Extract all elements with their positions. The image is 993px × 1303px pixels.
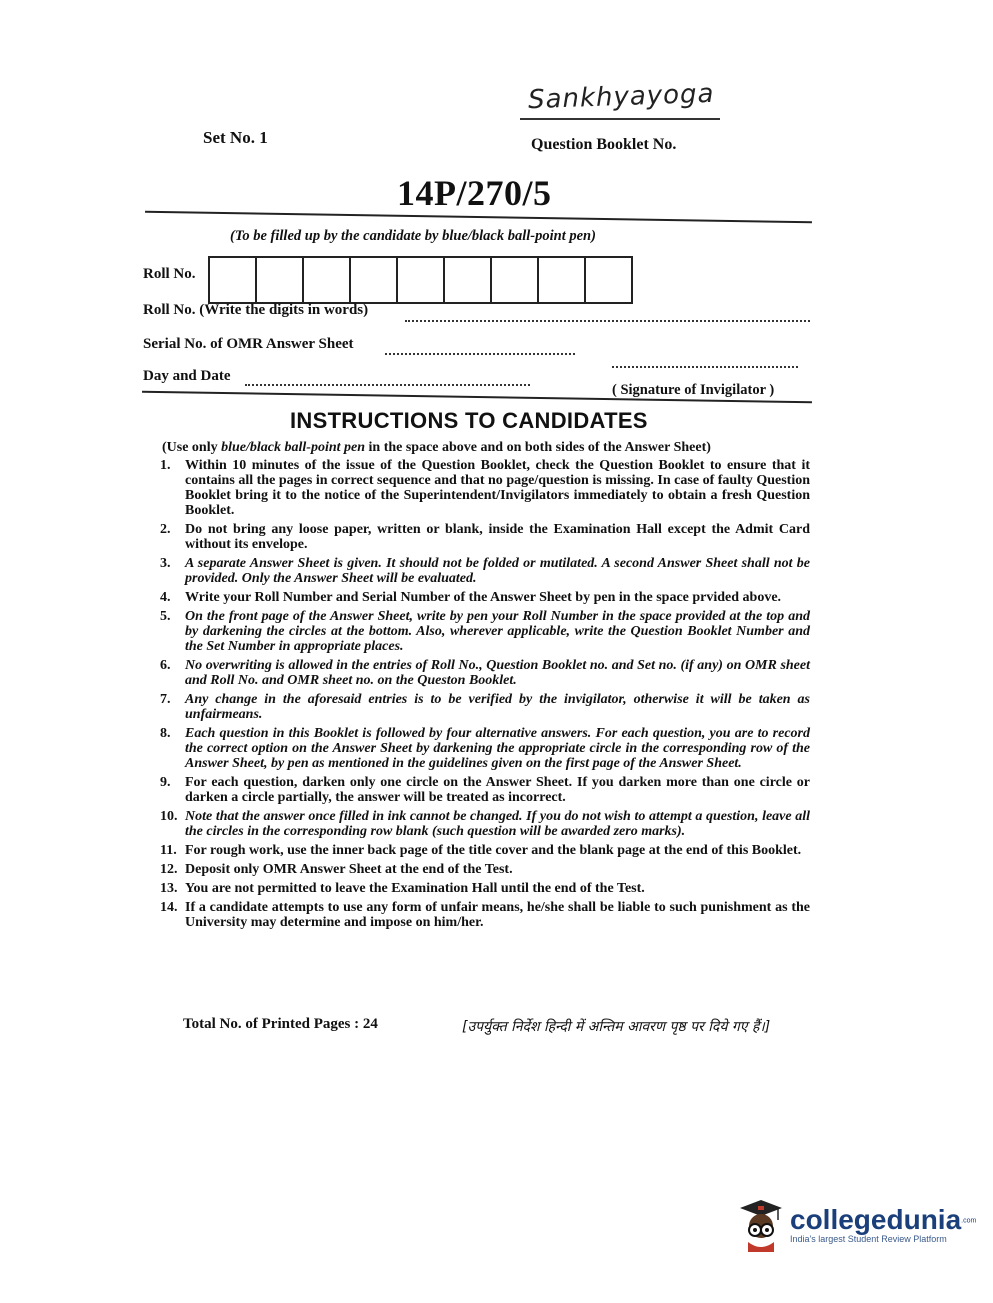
item-number: 12. [160,862,178,877]
roll-digit-box[interactable] [396,256,445,304]
item-number: 6. [160,658,171,673]
roll-digit-box[interactable] [490,256,539,304]
invigilator-signature-label: ( Signature of Invigilator ) [612,382,775,398]
list-item [160,726,810,771]
item-number: 1. [160,458,171,473]
list-item [160,881,810,896]
roll-digit-box[interactable] [255,256,304,304]
list-item [160,458,810,518]
day-date-label: Day and Date [143,368,231,384]
item-text: Each question in this Booklet is followed by four alternative answers. For each question, you are to record the correct option on the Answer Sheet by darkening the appropriate circle in the corresponding row of the Answer Sheet, by pen as mentioned in the guidelines given on the first page of the Answer Sheet. [185,726,810,771]
student-mascot-icon [738,1196,784,1252]
list-item [160,809,810,839]
item-number: 4. [160,590,171,605]
pen-instruction [162,440,812,456]
list-item [160,843,810,858]
item-number: 10. [160,809,178,824]
instructions-title: INSTRUCTIONS TO CANDIDATES [290,408,648,433]
item-text: Write your Roll Number and Serial Number of the Answer Sheet by pen in the space prvided above. [185,590,782,605]
item-text: Within 10 minutes of the issue of the Question Booklet, check the Question Booklet to ensure that it contains all the pages in correct sequence and that no page/question is missing. In case of faulty Question Booklet bring it to the notice of the Superintendent/Invigilators immediately to obtain a fresh Question Booklet. [185,458,810,518]
list-item [160,609,810,654]
roll-words-label: Roll No. (Write the digits in words) [143,302,369,318]
roll-no-label: Roll No. [143,266,196,282]
list-item [160,522,810,552]
brand-tagline: India's largest Student Review Platform [790,1234,947,1244]
fill-note: (To be filled up by the candidate by blue/black ball-point pen) [230,228,596,244]
item-text: Do not bring any loose paper, written or blank, inside the Examination Hall except the Admit Card without its envelope. [185,522,810,552]
item-text: Any change in the aforesaid entries is to be verified by the invigilator, otherwise it will be taken as unfairmeans. [185,692,810,722]
set-number: Set No. 1 [203,128,268,147]
item-text: Deposit only OMR Answer Sheet at the end of the Test. [185,862,513,877]
list-item [160,658,810,688]
instruction-list [160,458,810,934]
roll-digit-box[interactable] [208,256,257,304]
item-number: 5. [160,609,171,624]
invigilator-signature-field[interactable] [612,366,798,368]
total-pages: Total No. of Printed Pages : 24 [183,1016,378,1032]
item-text: A separate Answer Sheet is given. It should not be folded or mutilated. A second Answer Sheet shall not be provided. Only the Answer Sheet will be evaluated. [185,556,810,586]
list-item [160,692,810,722]
roll-digit-box[interactable] [537,256,586,304]
handwritten-signature: Sankhyayoga [527,78,715,116]
pen-instruction-b: blue/black ball-point pen [221,440,366,455]
list-item [160,775,810,805]
item-number: 14. [160,900,178,915]
item-number: 9. [160,775,171,790]
item-text: If a candidate attempts to use any form of unfair means, he/she shall be liable to such punishment as the University may determine and impose on him/her. [185,900,810,930]
question-booklet-label: Question Booklet No. [531,136,677,153]
item-text: No overwriting is allowed in the entries of Roll No., Question Booklet no. and Set no. (if any) on OMR sheet and Roll No. and OMR sheet no. on the Queston Booklet. [185,658,810,688]
item-number: 11. [160,843,177,858]
list-item [160,900,810,930]
brand-name: collegedunia [790,1204,962,1235]
day-date-field[interactable] [245,384,530,386]
list-item [160,556,810,586]
omr-serial-field[interactable] [385,353,575,355]
roll-digit-box[interactable] [349,256,398,304]
collegedunia-logo [738,1196,976,1252]
item-number: 2. [160,522,171,537]
item-number: 13. [160,881,178,896]
list-item [160,590,810,605]
item-text: For each question, darken only one circle on the Answer Sheet. If you darken more than one circle or darken a circle partially, the answer will be treated as incorrect. [185,775,810,805]
signature-underline [520,118,720,120]
item-text: For rough work, use the inner back page of the title cover and the blank page at the end of this Booklet. [185,843,802,858]
list-item [160,862,810,877]
roll-digit-box[interactable] [584,256,633,304]
item-number: 7. [160,692,171,707]
hindi-note: [उपर्युक्त निर्देश हिन्दी में अन्तिम आवरण पृष्ठ पर दिये गए हैं।] [462,1019,771,1035]
paper-code: 14P/270/5 [397,173,552,213]
item-number: 8. [160,726,171,741]
pen-instruction-a: (Use only [162,440,222,455]
roll-no-boxes[interactable] [210,256,633,304]
roll-digit-box[interactable] [302,256,351,304]
roll-digit-box[interactable] [443,256,492,304]
omr-serial-label: Serial No. of OMR Answer Sheet [143,336,354,352]
item-text: On the front page of the Answer Sheet, write by pen your Roll Number in the space provided at the top and by darkening the circles at the bottom. Also, wherever applicable, write the Question Booklet Number and the Set Number in appropriate places. [185,609,810,654]
pen-instruction-c: in the space above and on both sides of the Answer Sheet) [365,440,711,455]
brand-domain: .com [961,1217,977,1225]
item-text: Note that the answer once filled in ink cannot be changed. If you do not wish to attempt a question, leave all the circles in the corresponding row blank (such question will be awarded zero marks). [185,809,810,839]
logo-text [790,1204,976,1244]
roll-words-field[interactable] [405,320,810,322]
item-number: 3. [160,556,171,571]
item-text: You are not permitted to leave the Examination Hall until the end of the Test. [185,881,645,896]
